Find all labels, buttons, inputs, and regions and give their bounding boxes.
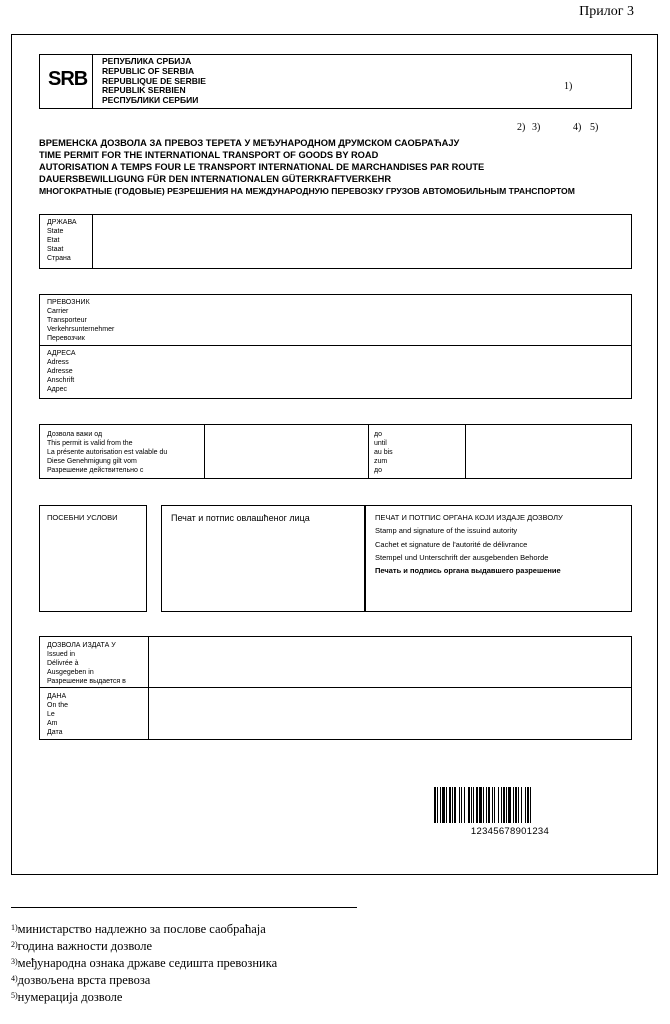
- carrier-label-fr: Transporteur: [47, 317, 87, 324]
- issued-in-label-sr: ДОЗВОЛА ИЗДАТА У: [47, 642, 116, 649]
- issuing-stamp-box[interactable]: [365, 505, 632, 612]
- title-en: TIME PERMIT FOR THE INTERNATIONAL TRANSPORT OF GOODS BY ROAD: [39, 150, 379, 160]
- authorized-stamp-label: Печат и потпис овлашћеног лица: [171, 513, 310, 523]
- until-label-de: zum: [374, 458, 388, 465]
- barcode-bar: [492, 787, 493, 823]
- until-label-en: until: [374, 440, 387, 447]
- carrier-box: [39, 294, 632, 399]
- address-field[interactable]: [150, 347, 630, 397]
- until-label-sr: до: [374, 431, 382, 438]
- country-name-en: REPUBLIC OF SERBIA: [102, 65, 195, 76]
- barcode-bar: [494, 787, 495, 823]
- issuance-box: [39, 636, 632, 740]
- valid-from-labels: [47, 430, 167, 475]
- barcode-bar: [479, 787, 482, 823]
- valid-from-label-de: Diese Genehmigung gilt vom: [47, 458, 137, 465]
- issuing-stamp-label-de: Stempel und Unterschrift der ausgebenden Behorde: [375, 552, 549, 562]
- valid-from-label-fr: La présente autorisation est valable du: [47, 449, 168, 456]
- barcode: [434, 787, 586, 823]
- barcode-bar: [515, 787, 517, 823]
- carrier-label-en: Carrier: [47, 308, 69, 315]
- date-label-ru: Дата: [47, 729, 63, 736]
- barcode-bar: [471, 787, 472, 823]
- issued-in-label-de: Ausgegeben in: [47, 669, 94, 676]
- state-label-en: State: [47, 228, 64, 235]
- footnotes: [11, 921, 277, 1006]
- country-name-de: REPUBLIK SERBIEN: [102, 85, 186, 96]
- footnote-3: $^{3)}$међународна ознака државе седишта превозника: [11, 956, 278, 970]
- footnote-2: $^{2)}$година важности дозволе: [11, 939, 153, 953]
- state-label-de: Staat: [47, 246, 64, 253]
- until-labels: [374, 430, 393, 475]
- footnote-4: $^{4)}$дозвољена врста превоза: [11, 973, 151, 987]
- title-sr: ВРЕМЕНСКА ДОЗВОЛА ЗА ПРЕВОЗ ТЕРЕТА У МЕЂУНАРОДНОМ ДРУМСКОМ САОБРАЋАЈУ: [39, 138, 460, 148]
- barcode-bar: [476, 787, 478, 823]
- until-label-ru: до: [374, 467, 382, 474]
- note-ref-5: 5): [590, 122, 599, 133]
- permit-title: [39, 137, 639, 197]
- title-fr: AUTORISATION A TEMPS FOUR LE TRANSPORT INTERNATIONAL DE MARCHANDISES PAR ROUTE: [39, 162, 485, 172]
- special-conditions-box[interactable]: [39, 505, 147, 612]
- barcode-bar: [473, 787, 474, 823]
- address-labels: [47, 349, 76, 394]
- issuing-stamp-label-ru: Печать и подпись органа выдавшего разрешение: [375, 566, 561, 576]
- barcode-bar: [513, 787, 514, 823]
- barcode-bar: [521, 787, 522, 823]
- barcode-bar: [434, 787, 436, 823]
- issued-in-label-ru: Разрешение выдается в: [47, 678, 126, 685]
- date-labels: [47, 692, 68, 737]
- country-name-sr: РЕПУБЛИКА СРБИЈА: [102, 56, 192, 66]
- barcode-bar: [437, 787, 438, 823]
- date-label-fr: Le: [47, 711, 55, 718]
- valid-from-label-sr: Дозвола важи од: [47, 431, 103, 438]
- address-label-ru: Адрес: [47, 386, 68, 393]
- barcode-bar: [454, 787, 456, 823]
- barcode-bar: [449, 787, 451, 823]
- valid-from-field[interactable]: [206, 426, 366, 477]
- barcode-bar: [501, 787, 502, 823]
- barcode-bar: [442, 787, 445, 823]
- barcode-bar: [506, 787, 507, 823]
- carrier-labels: [47, 298, 114, 343]
- address-label-de: Anschrift: [47, 377, 75, 384]
- issued-in-label-fr: Délivrée à: [47, 660, 79, 667]
- barcode-bar: [525, 787, 526, 823]
- issued-in-field[interactable]: [150, 638, 630, 686]
- state-box: [39, 214, 632, 269]
- barcode-bar: [464, 787, 465, 823]
- carrier-label-ru: Перевозчик: [47, 335, 85, 342]
- until-label-fr: au bis: [374, 449, 393, 456]
- barcode-bar: [483, 787, 484, 823]
- barcode-bar: [461, 787, 462, 823]
- state-label-sr: ДРЖАВА: [47, 219, 77, 226]
- state-labels: [47, 218, 77, 263]
- issuing-stamp-labels: [375, 511, 563, 577]
- barcode-number: 12345678901234: [470, 826, 550, 837]
- title-ru: МНОГОКРАТНЫЕ (ГОДОВЫЕ) РЕЗРЕШЕНИЯ НА МЕЖДУНАРОДНУЮ ПЕРЕВОЗКУ ГРУЗОВ АВТОМОБИЛЬНЫМ ТРАНСПОРТОМ: [39, 186, 575, 196]
- footnote-1: $^{1)}$министарство надлежно за послове саобраћаја: [11, 922, 266, 936]
- valid-from-label-ru: Разрешение действительно с: [47, 467, 144, 474]
- state-field[interactable]: [94, 216, 630, 267]
- validity-box: [39, 424, 632, 479]
- state-label-fr: Etat: [47, 237, 60, 244]
- barcode-bar: [459, 787, 460, 823]
- note-ref-1: 1): [564, 81, 573, 92]
- country-name-ru: РЕСПУБЛИКИ СЕРБИИ: [102, 95, 199, 106]
- barcode-bar: [508, 787, 511, 823]
- date-label-sr: ДАНА: [47, 693, 67, 700]
- address-label-sr: АДРЕСА: [47, 350, 76, 357]
- issued-in-labels: [47, 641, 126, 686]
- valid-until-field[interactable]: [467, 426, 630, 477]
- date-label-de: Am: [47, 720, 58, 727]
- carrier-label-sr: ПРЕВОЗНИК: [47, 299, 90, 306]
- barcode-bar: [440, 787, 441, 823]
- authorized-stamp-box[interactable]: [161, 505, 365, 612]
- barcode-bar: [530, 787, 531, 823]
- date-label-en: On the: [47, 702, 69, 709]
- address-label-en: Adress: [47, 359, 69, 366]
- header-box: [39, 54, 632, 109]
- note-ref-4: 4): [573, 122, 582, 133]
- issuing-stamp-label-fr: Cachet et signature de l'autorité de délivrance: [375, 539, 528, 549]
- note-ref-3: 3): [532, 122, 541, 133]
- issued-in-label-en: Issued in: [47, 651, 76, 658]
- note-ref-2: 2): [517, 122, 526, 133]
- issuing-stamp-label-sr: ПЕЧАТ И ПОТПИС ОРГАНА КОЈИ ИЗДАЈЕ ДОЗВОЛУ: [375, 513, 563, 522]
- footnote-separator: [11, 907, 357, 908]
- srb-logo: SRB: [48, 68, 88, 90]
- barcode-bar: [486, 787, 487, 823]
- barcode-bar: [518, 787, 519, 823]
- title-de: DAUERSBEWILLIGUNG FÜR DEN INTERNATIONALEN GÜTERKRAFTVERKEHR: [39, 174, 392, 184]
- address-label-fr: Adresse: [47, 368, 73, 375]
- barcode-bar: [452, 787, 453, 823]
- barcode-bar: [498, 787, 499, 823]
- state-label-ru: Страна: [47, 255, 71, 262]
- barcode-bar: [488, 787, 490, 823]
- country-name-fr: REPUBLIQUE DE SERBIE: [102, 75, 206, 86]
- barcode-bar: [527, 787, 529, 823]
- country-name-list: [102, 57, 206, 106]
- barcode-bar: [503, 787, 505, 823]
- barcode-bar: [446, 787, 447, 823]
- carrier-label-de: Verkehrsunternehmer: [47, 326, 115, 333]
- issuing-stamp-label-en: Stamp and signature of the issuind autority: [375, 526, 518, 536]
- annex-label: Прилог 3: [579, 4, 634, 19]
- valid-from-label-en: This permit is valid from the: [47, 440, 133, 447]
- barcode-bar: [468, 787, 470, 823]
- carrier-field[interactable]: [150, 296, 630, 344]
- date-field[interactable]: [150, 689, 630, 738]
- special-conditions-label: ПОСЕБНИ УСЛОВИ: [47, 513, 118, 522]
- footnote-5: $^{5)}$нумерација дозволе: [11, 990, 123, 1004]
